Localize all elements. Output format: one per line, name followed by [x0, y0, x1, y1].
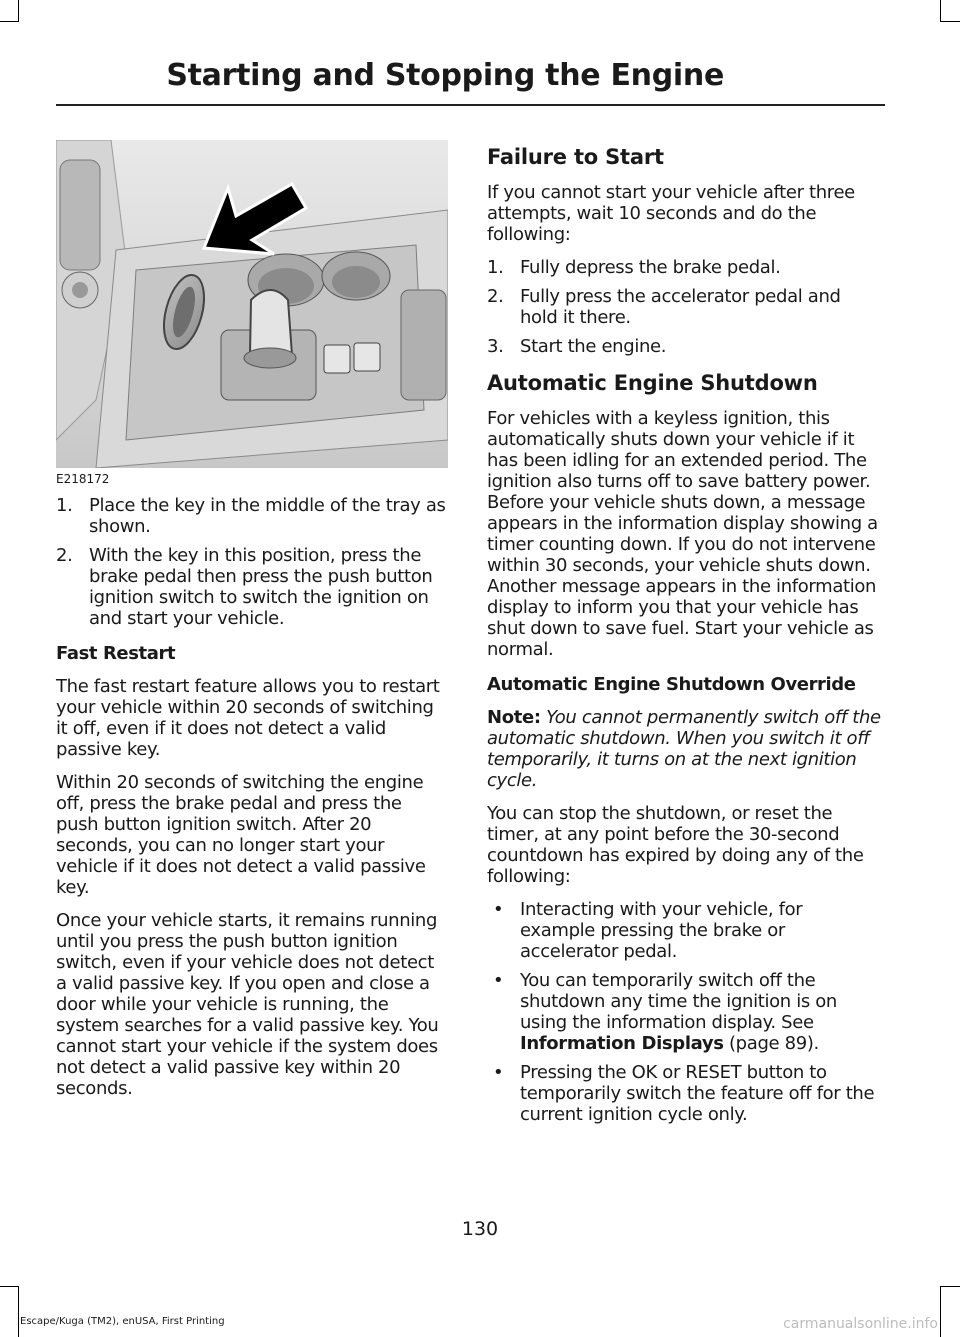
watermark: carmanualsonline.info	[783, 1316, 938, 1332]
crop-mark	[940, 1286, 960, 1287]
footer-text: Escape/Kuga (TM2), enUSA, First Printing	[20, 1316, 225, 1327]
right-column	[487, 145, 881, 1133]
override-bullets	[487, 899, 881, 1125]
failure-to-start-heading: Failure to Start	[487, 145, 664, 169]
center-console-illustration	[56, 140, 448, 468]
fast-restart-heading: Fast Restart	[56, 643, 176, 664]
paragraph: If you cannot start your vehicle after three attempts, wait 10 seconds and do the following:	[487, 182, 855, 245]
paragraph: You can stop the shutdown, or reset the timer, at any point before the 30-second countdown has expired by doing any of the following:	[487, 803, 864, 887]
failure-steps	[487, 257, 881, 357]
paragraph: Once your vehicle starts, it remains running until you press the push button ignition switch, even if your vehicle does not detect a valid passive key. If you open and close a door while your vehicle is running, the system searches for a valid passive key. You cannot start your vehicle if the system does not detect a valid passive key within 20 seconds.	[56, 910, 439, 1099]
crop-mark	[940, 21, 960, 22]
page-title: Starting and Stopping the Engine	[166, 58, 724, 93]
paragraph: The fast restart feature allows you to restart your vehicle within 20 seconds of switching it off, even if it does not detect a valid passive key.	[56, 676, 440, 760]
page-number: 130	[461, 1218, 499, 1240]
figure-id: E218172	[56, 472, 110, 486]
crop-mark	[18, 0, 19, 22]
list-item: • Pressing the OK or RESET button to temporarily switch the feature off for the current ignition cycle only.	[493, 1062, 875, 1125]
automatic-shutdown-heading: Automatic Engine Shutdown	[487, 371, 818, 395]
crop-mark	[940, 0, 941, 22]
list-item: 1. Fully depress the brake pedal.	[487, 257, 781, 278]
list-item: 1. Place the key in the middle of the tray as shown.	[56, 495, 446, 537]
list-item: 2. Fully press the accelerator pedal and hold it there.	[487, 286, 841, 328]
shutdown-override-heading: Automatic Engine Shutdown Override	[487, 674, 856, 695]
list-item: • You can temporarily switch off the shutdown any time the ignition is on using the information display. See Information Displays (page 89).	[493, 970, 837, 1054]
left-column	[56, 140, 448, 1111]
list-item: • Interacting with your vehicle, for example pressing the brake or accelerator pedal.	[493, 899, 803, 962]
crop-mark	[0, 1286, 19, 1287]
placement-steps	[56, 495, 448, 629]
crop-mark	[0, 21, 19, 22]
paragraph: Within 20 seconds of switching the engine off, press the brake pedal and press the push button ignition switch. After 20 seconds, you can no longer start your vehicle if it does not detect a valid passive key.	[56, 772, 426, 898]
crop-mark	[940, 1286, 941, 1337]
list-item: 3. Start the engine.	[487, 336, 667, 357]
center-console-figure	[56, 140, 448, 486]
header-rule	[56, 104, 885, 106]
crop-mark	[18, 1286, 19, 1337]
information-displays-link[interactable]: Information Displays	[520, 1033, 724, 1054]
paragraph: For vehicles with a keyless ignition, this automatically shuts down your vehicle if it has been idling for an extended period. The ignition also turns off to save battery power. Before your vehicle shuts down, a message appears in the information display showing a timer counting down. If you do not intervene within 30 seconds, your vehicle shuts down. Another message appears in the information display to inform you that your vehicle has shut down to save fuel. Start your vehicle as normal.	[487, 408, 878, 660]
list-item: 2. With the key in this position, press the brake pedal then press the push button ignition switch to switch the ignition on and start your vehicle.	[56, 545, 433, 629]
note: Note: You cannot permanently switch off the automatic shutdown. When you switch it off temporarily, it turns on at the next ignition cycle.	[487, 707, 881, 791]
